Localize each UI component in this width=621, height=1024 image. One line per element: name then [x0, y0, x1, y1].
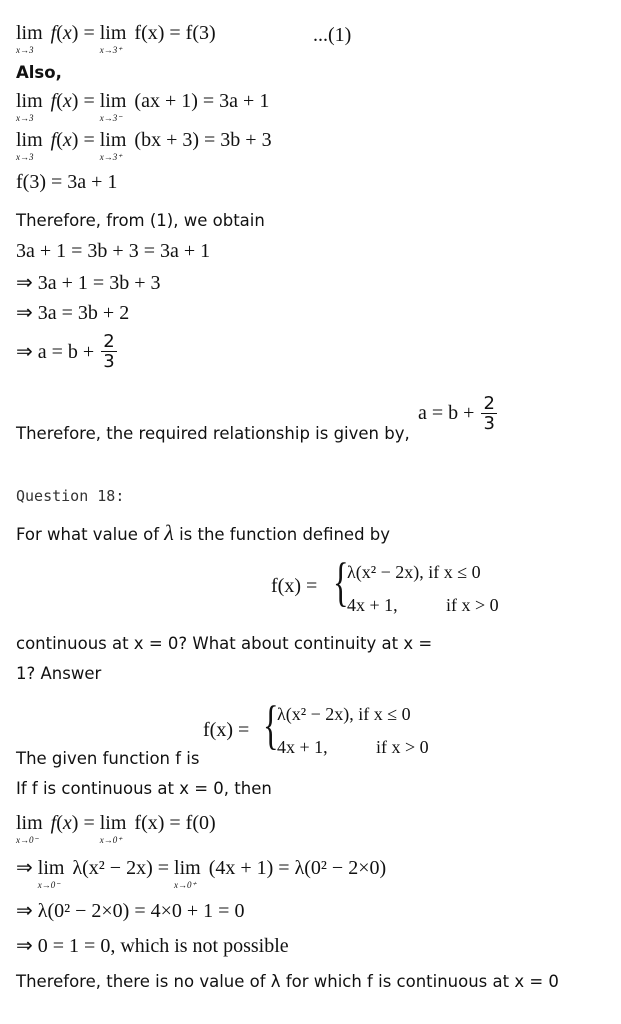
required-relationship-text: Therefore, the required relationship is given by, — [16, 424, 410, 443]
equation-chain: 3a + 1 = 3b + 3 = 3a + 1 — [16, 240, 211, 262]
equation-limit-equality: lim x→3 f(x) = lim x→3⁺ f(x) = f(3) — [16, 22, 216, 55]
equation-right-limit: lim x→3 f(x) = lim x→3⁺ (bx + 3) = 3b + 3 — [16, 129, 272, 162]
required-relationship-equation: a = b + $\frac{2}{3}$ — [418, 393, 495, 434]
conclusion-text: Therefore, there is no value of λ for which f is continuous at x = 0 — [16, 972, 559, 991]
equation-step-2: ⇒ 3a = 3b + 2 — [16, 302, 130, 324]
piecewise-lhs: f(x) = — [271, 575, 318, 597]
left-brace: { — [263, 695, 279, 755]
equation-limit-at-zero: lim x→0⁻ f(x) = lim x→0⁺ f(x) = f(0) — [16, 812, 216, 845]
piecewise-case-2-cond: if x > 0 — [376, 737, 429, 757]
piecewise-case-2-cond: if x > 0 — [446, 595, 499, 615]
piecewise-lhs: f(x) = — [203, 719, 250, 741]
eq3-rhs: (bx + 3) = 3b + 3 — [134, 129, 272, 151]
given-function-text: The given function f is — [16, 749, 200, 768]
piecewise-case-2-expr: 4x + 1, — [347, 595, 398, 615]
piecewise-case-1: λ(x² − 2x), if x ≤ 0 — [277, 704, 411, 724]
question-tail-line-1: continuous at x = 0? What about continuity at x = — [16, 634, 433, 653]
equation-step-1: ⇒ 3a + 1 = 3b + 3 — [16, 272, 161, 294]
left-brace: { — [333, 552, 349, 612]
equation-left-limit: lim x→3 f(x) = lim x→3⁻ (ax + 1) = 3a + 1 — [16, 90, 270, 123]
equation-evaluation: ⇒ λ(0² − 2×0) = 4×0 + 1 = 0 — [16, 900, 245, 922]
therefore-from-text: Therefore, from (1), we obtain — [16, 211, 265, 230]
also-label: Also, — [16, 63, 62, 82]
fraction: $\frac{2}{3}$ — [483, 393, 495, 434]
continuity-condition-text: If f is continuous at x = 0, then — [16, 779, 272, 798]
piecewise-case-2-expr: 4x + 1, — [277, 737, 328, 757]
equation-limit-substitution: ⇒ lim x→0⁻ λ(x² − 2x) = lim x→0⁺ (4x + 1) = λ(0² − 2×0) — [16, 857, 387, 890]
equation-f3: f(3) = 3a + 1 — [16, 171, 118, 193]
question-label: Question 18: — [16, 487, 125, 505]
piecewise-case-1: λ(x² − 2x), if x ≤ 0 — [347, 562, 481, 582]
eq2-rhs: (ax + 1) = 3a + 1 — [134, 90, 270, 112]
equation-step-3: ⇒ a = b + $\frac{2}{3}$ — [16, 331, 115, 372]
question-text: For what value of λ is the function defined by — [16, 520, 391, 545]
equation-contradiction: ⇒ 0 = 1 = 0, which is not possible — [16, 935, 289, 957]
question-tail-line-2: 1? Answer — [16, 664, 102, 683]
eq1-rest: f(x) = f(3) — [134, 22, 216, 44]
fraction: $\frac{2}{3}$ — [103, 331, 115, 372]
equation-tag: ...(1) — [313, 24, 352, 46]
